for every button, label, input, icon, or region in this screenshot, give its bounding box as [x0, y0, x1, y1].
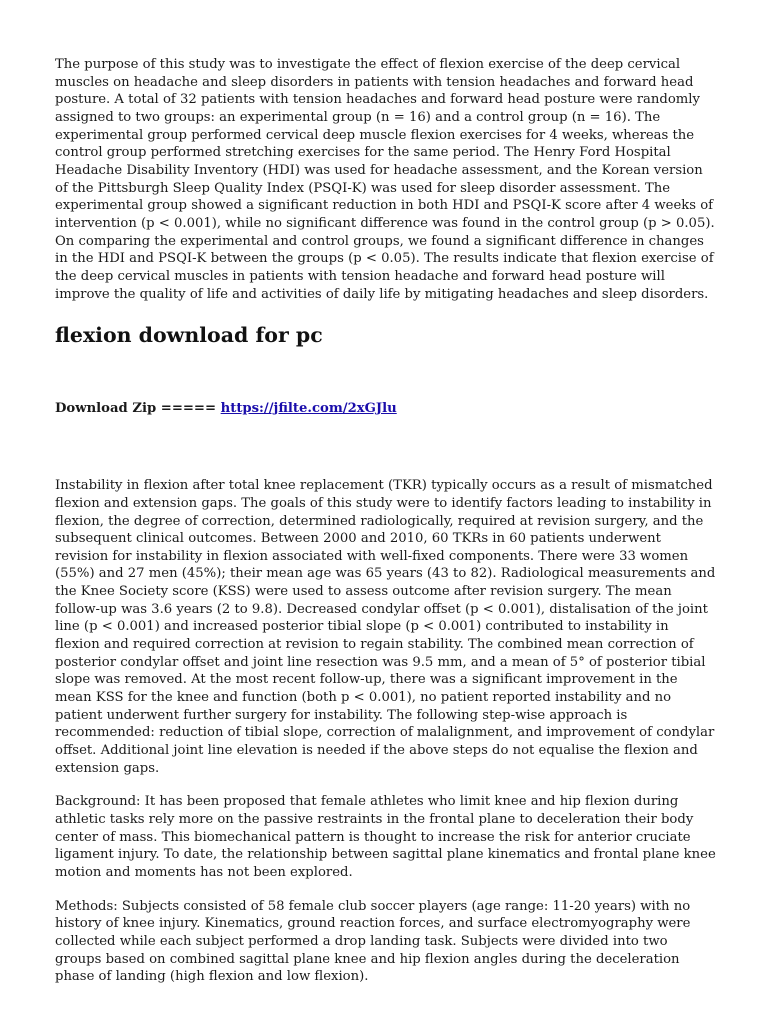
download-label: Download Zip =====: [55, 401, 217, 417]
article: [55, 56, 717, 986]
download-link[interactable]: https://jfilte.com/2xGJlu: [220, 401, 397, 417]
body-paragraph-tkr: Instability in flexion after total knee replacement (TKR) typically occurs as a result of mismatched flexion and extension gaps. The goals of this study were to identify factors leading to instability in flexion, the degree of correction, determined radiologically, required at revision surgery, and the subsequent clinical outcomes. Between 2000 and 2010, 60 TKRs in 60 patients underwent revision for instability in flexion associated with well-fixed components. There were 33 women (55%) and 27 men (45%); their mean age was 65 years (43 to 82). Radiological measurements and the Knee Society score (KSS) were used to assess outcome after revision surgery. The mean follow-up was 3.6 years (2 to 9.8). Decreased condylar offset (p < 0.001), distalisation of the joint line (p < 0.001) and increased posterior tibial slope (p < 0.001) contributed to instability in flexion and required correction at revision to regain stability. The combined mean correction of posterior condylar offset and joint line resection was 9.5 mm, and a mean of 5° of posterior tibial slope was removed. At the most recent follow-up, there was a significant improvement in the mean KSS for the knee and function (both p < 0.001), no patient reported instability and no patient underwent further surgery for instability. The following step-wise approach is recommended: reduction of tibial slope, correction of malalignment, and improvement of condylar offset. Additional joint line elevation is needed if the above steps do not equalise the flexion and extension gaps.: [55, 478, 716, 776]
download-line: [55, 400, 717, 417]
intro-paragraph: The purpose of this study was to investigate the effect of flexion exercise of the deep cervical muscles on headache and sleep disorders in patients with tension headaches and forward head posture. A total of 32 patients with tension headaches and forward head posture were randomly assigned to two groups: an experimental group (n = 16) and a control group (n = 16). The experimental group performed cervical deep muscle flexion exercises for 4 weeks, whereas the control group performed stretching exercises for the same period. The Henry Ford Hospital Headache Disability Inventory (HDI) was used for headache assessment, and the Korean version of the Pittsburgh Sleep Quality Index (PSQI-K) was used for sleep disorder assessment. The experimental group showed a significant reduction in both HDI and PSQI-K score after 4 weeks of intervention (p < 0.001), while no significant difference was found in the control group (p > 0.05). On comparing the experimental and control groups, we found a significant difference in changes in the HDI and PSQI-K between the groups (p < 0.05). The results indicate that flexion exercise of the deep cervical muscles in patients with tension headache and forward head posture will improve the quality of life and activities of daily life by mitigating headaches and sleep disorders.: [55, 57, 715, 302]
page-title: flexion download for pc: [55, 323, 323, 348]
body-paragraph-background: Background: It has been proposed that female athletes who limit knee and hip flexion during athletic tasks rely more on the passive restraints in the frontal plane to deceleration their body center of mass. This biomechanical pattern is thought to increase the risk for anterior cruciate ligament injury. To date, the relationship between sagittal plane kinematics and frontal plane knee motion and moments has not been explored.: [55, 794, 716, 880]
body-paragraph-methods: Methods: Subjects consisted of 58 female club soccer players (age range: 11-20 years) with no history of knee injury. Kinematics, ground reaction forces, and surface electromyography were collected while each subject performed a drop landing task. Subjects were divided into two groups based on combined sagittal plane knee and hip flexion angles during the deceleration phase of landing (high flexion and low flexion).: [55, 898, 691, 985]
spacer: [55, 417, 717, 477]
